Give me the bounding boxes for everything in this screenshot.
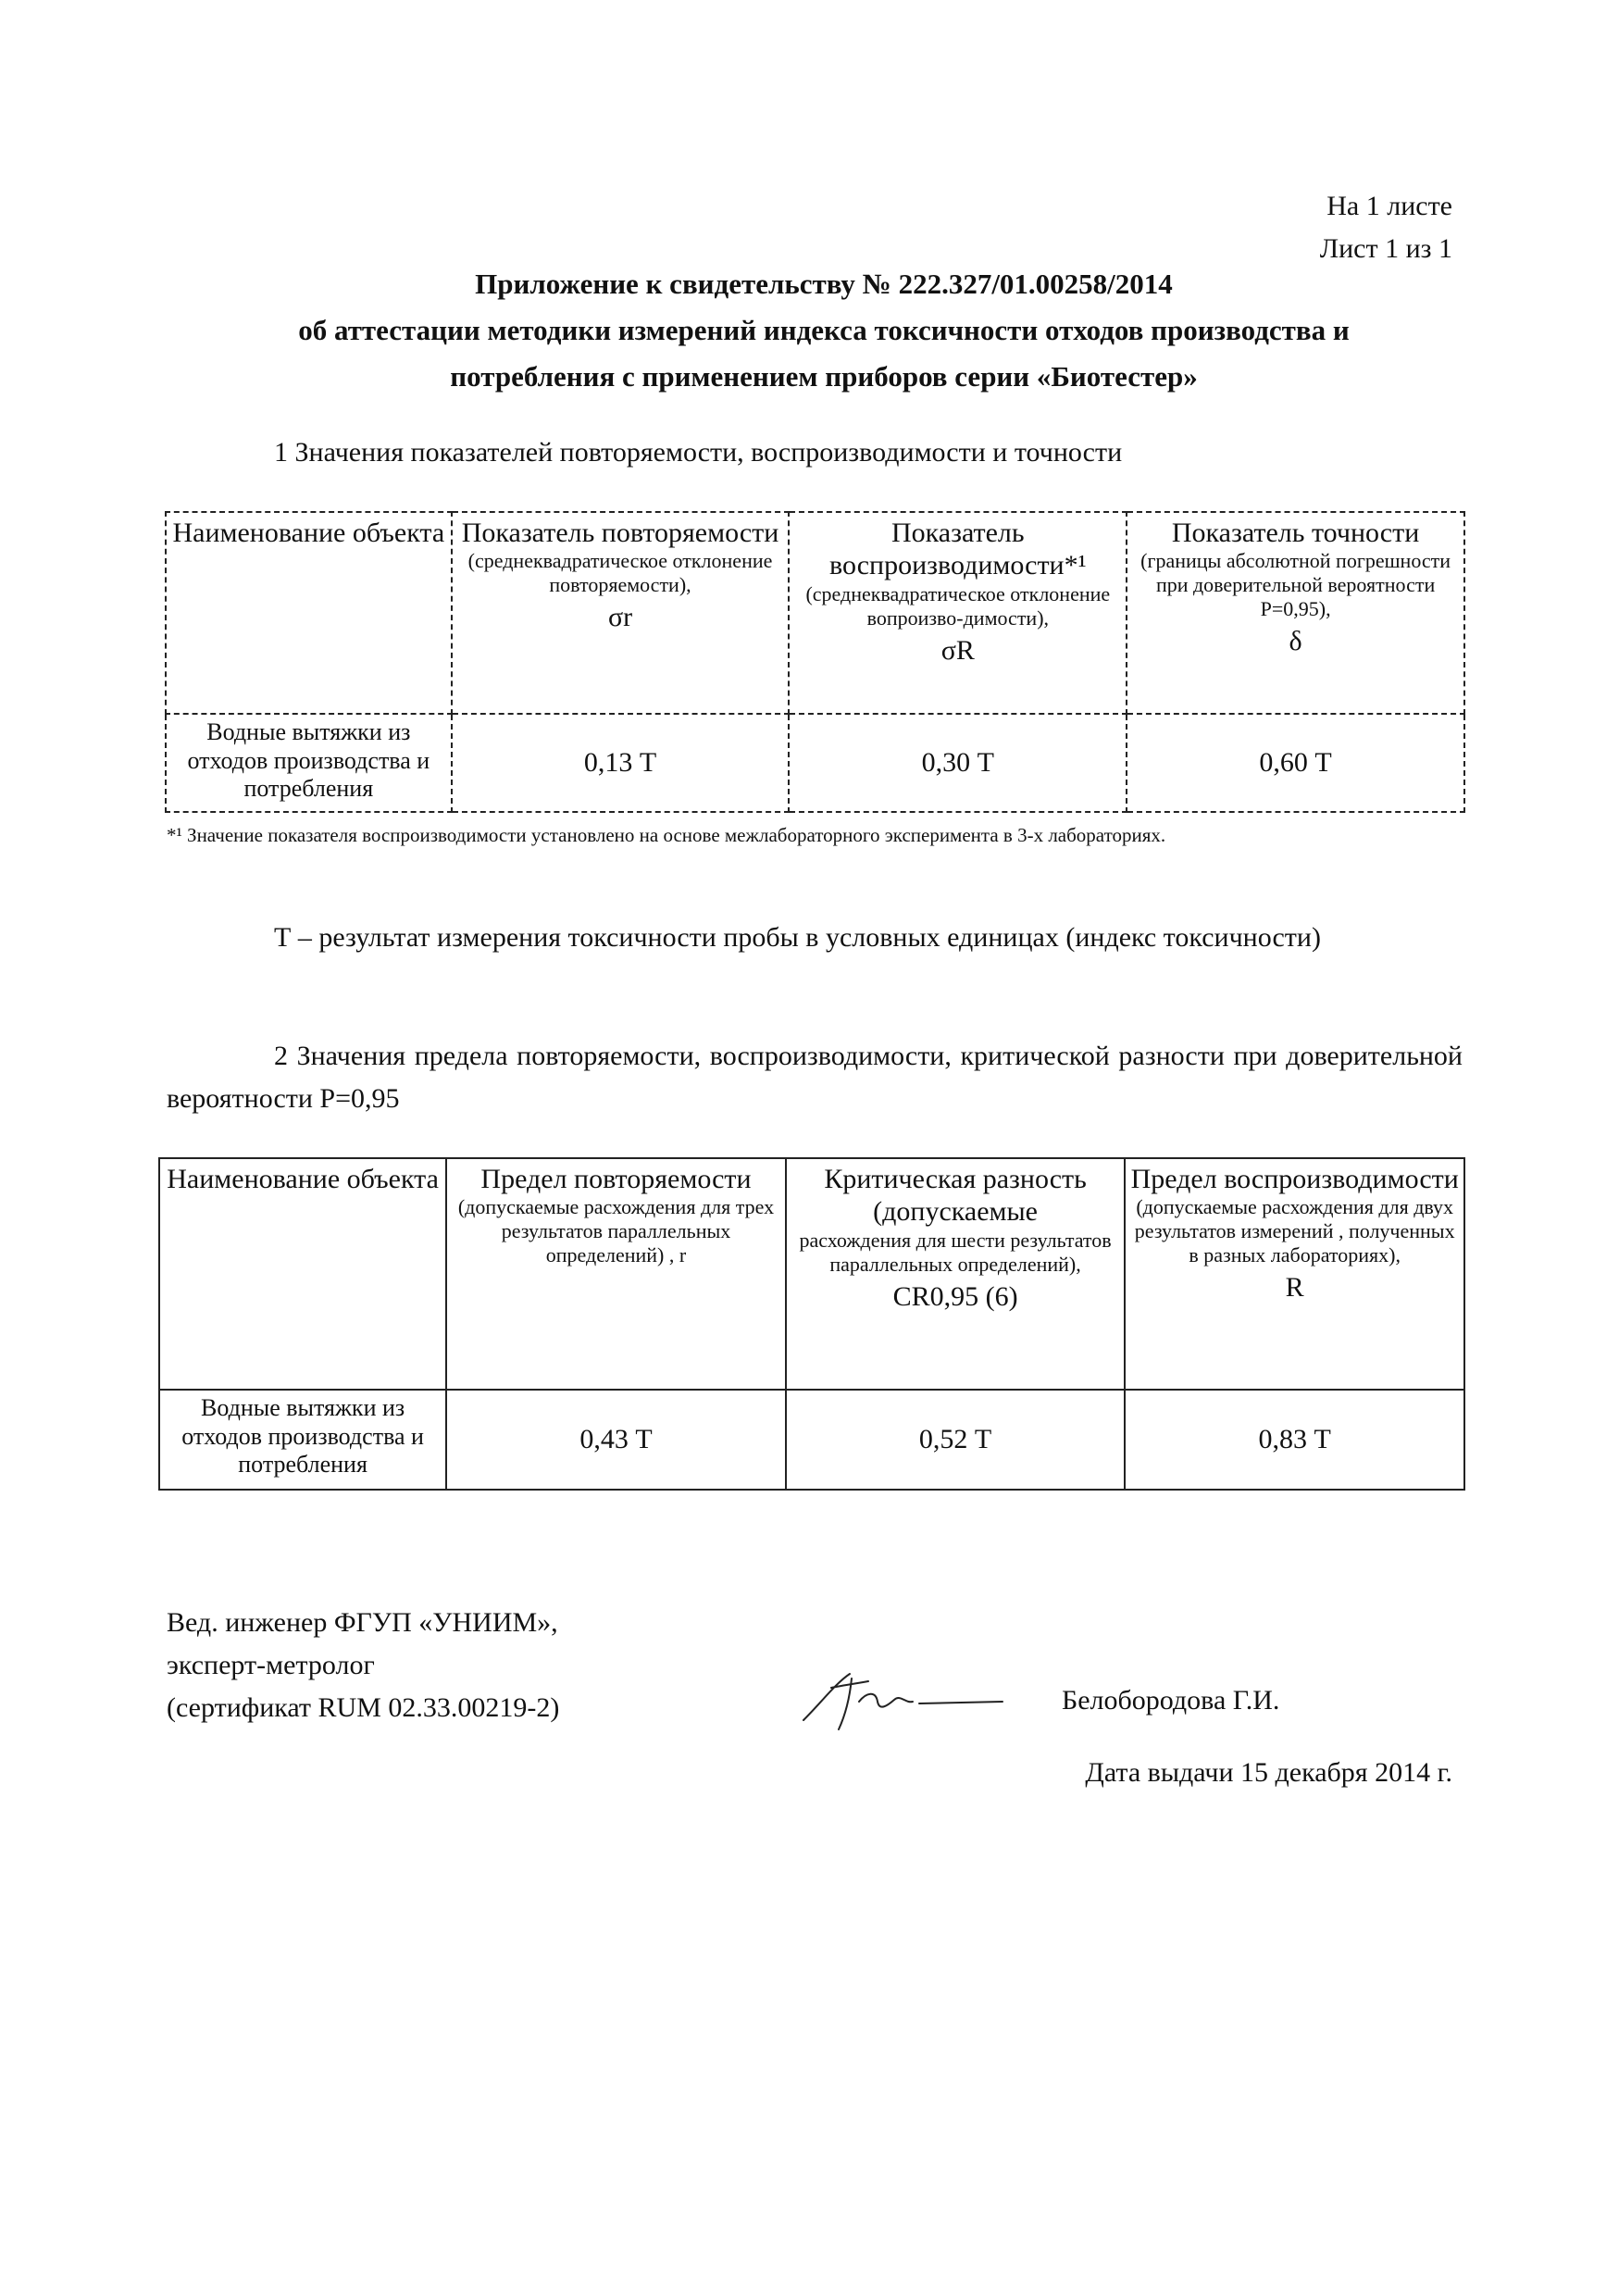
- section2-heading: 2 Значения предела повторяемости, воспроизводимости, критической разности при доверительной вероятности P=0,95: [167, 1041, 1463, 1114]
- value-cell: 0,30 Т: [789, 714, 1127, 812]
- value-cell: 0,13 Т: [452, 714, 790, 812]
- sheet-number: Лист 1 из 1: [1319, 233, 1452, 264]
- symbol-cr: CR0,95 (6): [892, 1280, 1018, 1312]
- title-line-2: об аттестации методики измерений индекса токсичности отходов производства и: [298, 314, 1350, 346]
- signatory-name: Белобородова Г.И.: [1062, 1685, 1280, 1716]
- title-line-3: потребления с применением приборов серии «Биотестер»: [450, 360, 1198, 393]
- table-row: [166, 714, 1464, 812]
- header-cell: Показатель точности (границы абсолютной погрешности при доверительной вероятности P=0,95), δ: [1127, 512, 1464, 714]
- symbol-sigma-R: σR: [940, 634, 975, 666]
- row-label: Водные вытяжки из отходов производства и потребления: [159, 1390, 446, 1490]
- issue-date: Дата выдачи 15 декабря 2014 г.: [1085, 1757, 1452, 1788]
- header-cell: Наименование объекта: [159, 1158, 446, 1390]
- handwritten-signature: [794, 1665, 1007, 1739]
- signatory-position: Вед. инженер ФГУП «УНИИМ», эксперт-метролог (сертификат RUM 02.33.00219-2): [167, 1607, 560, 1723]
- value-cell: 0,60 Т: [1127, 714, 1464, 812]
- header-cell: Показатель повторяемости (среднеквадратическое отклонение повторяемости), σr: [452, 512, 790, 714]
- value-cell: 0,52 Т: [786, 1390, 1126, 1490]
- accuracy-table: [165, 511, 1465, 813]
- limits-table: [158, 1157, 1465, 1491]
- pages-count: На 1 листе: [1326, 191, 1452, 221]
- document-title: [167, 261, 1481, 400]
- header-cell: Предел повторяемости (допускаемые расхождения для трех результатов параллельных определений) , r: [446, 1158, 786, 1390]
- value-cell: 0,83 Т: [1125, 1390, 1464, 1490]
- header-cell: Критическая разность (допускаемые расхождения для шести результатов параллельных определений), CR0,95 (6): [786, 1158, 1126, 1390]
- title-line-1: Приложение к свидетельству № 222.327/01.00258/2014: [475, 268, 1173, 300]
- symbol-sigma-r: σr: [607, 602, 633, 633]
- header-cell: Показатель воспроизводимости*¹ (среднеквадратическое отклонение вопроизво-димости), σR: [789, 512, 1127, 714]
- sheet-info: [1320, 185, 1452, 270]
- header-cell: Наименование объекта: [166, 512, 452, 714]
- value-cell: 0,43 Т: [446, 1390, 786, 1490]
- row-label: Водные вытяжки из отходов производства и потребления: [166, 714, 452, 812]
- table-header-row: [159, 1158, 1464, 1390]
- section1-heading: 1 Значения показателей повторяемости, воспроизводимости и точности: [274, 437, 1123, 468]
- header-cell: Предел воспроизводимости (допускаемые расхождения для двух результатов измерений , полученных в разных лабораториях), R: [1125, 1158, 1464, 1390]
- footnote: *¹ Значение показателя воспроизводимости установлено на основе межлабораторного эксперимента в 3-х лабораториях.: [167, 824, 1166, 846]
- symbol-delta: δ: [1289, 626, 1302, 657]
- toxicity-note: Т – результат измерения токсичности пробы в условных единицах (индекс токсичности): [274, 922, 1321, 953]
- symbol-R: R: [1285, 1272, 1304, 1304]
- table-header-row: [166, 512, 1464, 714]
- table-row: [159, 1390, 1464, 1490]
